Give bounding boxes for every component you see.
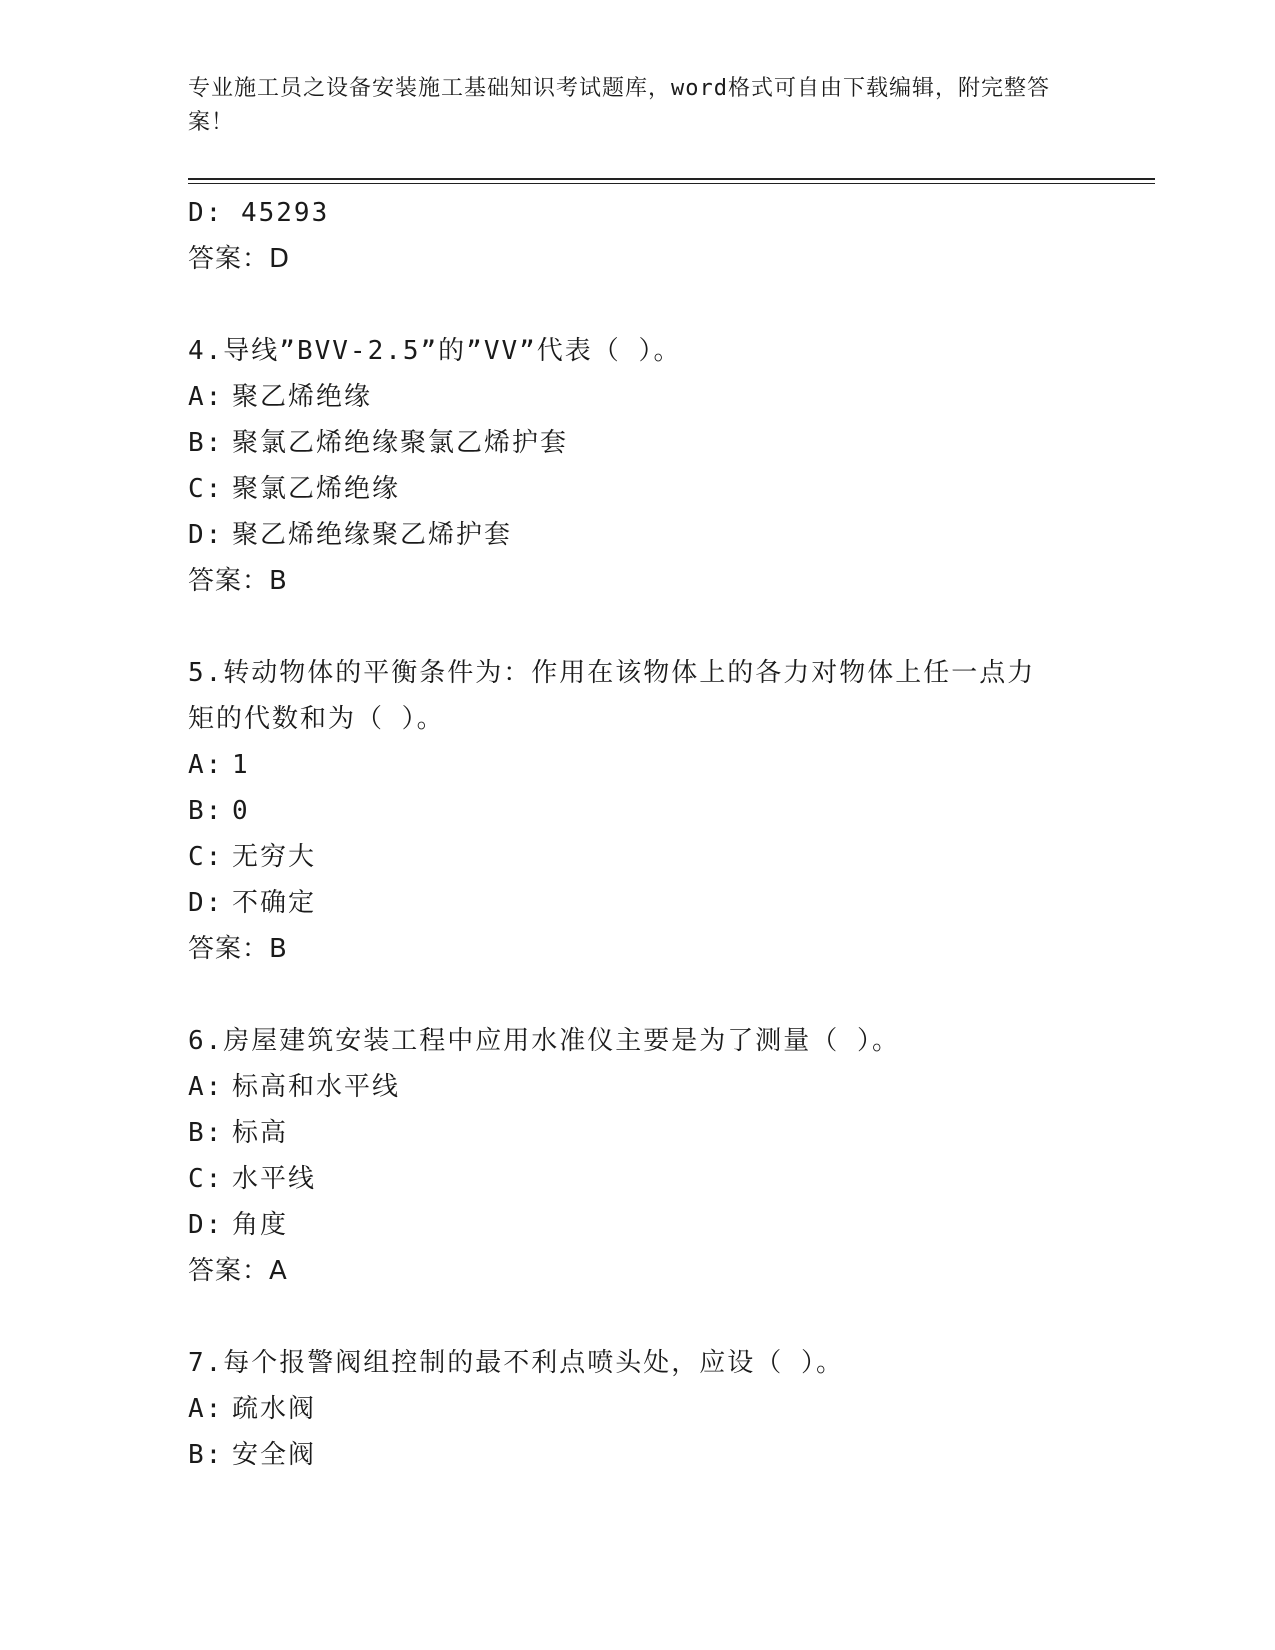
option-key: C: xyxy=(188,842,224,872)
option-key: B: xyxy=(188,1440,224,1470)
q4-question: 4.导线”BVV-2.5”的”VV”代表（ ）。 xyxy=(188,336,682,366)
option-text: 聚乙烯绝缘聚乙烯护套 xyxy=(232,520,513,550)
header-divider-thin xyxy=(188,183,1155,184)
option-key: C: xyxy=(188,474,224,504)
q7-option-b xyxy=(188,1432,1068,1478)
q6-option-b xyxy=(188,1110,1068,1156)
option-text: 标高和水平线 xyxy=(232,1072,401,1102)
q6-option-a xyxy=(188,1064,1068,1110)
spacer xyxy=(188,604,1068,650)
q7-option-a xyxy=(188,1386,1068,1432)
q6-option-c xyxy=(188,1156,1068,1202)
header-divider-thick xyxy=(188,178,1155,180)
q7-question: 7.每个报警阀组控制的最不利点喷头处，应设（ ）。 xyxy=(188,1348,844,1378)
question-content xyxy=(188,190,1068,1478)
option-key: A: xyxy=(188,1394,224,1424)
option-key: A: xyxy=(188,1072,224,1102)
option-key: B: xyxy=(188,1118,224,1148)
prev-option-d: D: 45293 xyxy=(188,198,330,228)
option-text: 标高 xyxy=(232,1118,289,1148)
q6-answer: 答案：A xyxy=(188,1256,288,1286)
q4-option-d xyxy=(188,512,1068,558)
option-key: D: xyxy=(188,520,224,550)
option-key: A: xyxy=(188,750,224,780)
option-key: D: xyxy=(188,888,224,918)
spacer xyxy=(188,1294,1068,1340)
option-text: 角度 xyxy=(232,1210,289,1240)
q5-option-a xyxy=(188,742,1068,788)
q5-option-b xyxy=(188,788,1068,834)
option-key: C: xyxy=(188,1164,224,1194)
q6-question: 6.房屋建筑安装工程中应用水准仪主要是为了测量（ ）。 xyxy=(188,1026,900,1056)
q5-answer: 答案：B xyxy=(188,934,288,964)
q5-question-line1: 5.转动物体的平衡条件为：作用在该物体上的各力对物体上任一点力 xyxy=(188,658,1036,688)
option-key: B: xyxy=(188,428,224,458)
q4-option-b xyxy=(188,420,1068,466)
prev-answer: 答案：D xyxy=(188,244,291,274)
option-text: 无穷大 xyxy=(232,842,317,872)
document-header xyxy=(188,72,1068,140)
option-text: 安全阀 xyxy=(232,1440,317,1470)
spacer xyxy=(188,282,1068,328)
option-text: 水平线 xyxy=(232,1164,317,1194)
q4-answer: 答案：B xyxy=(188,566,288,596)
q6-option-d xyxy=(188,1202,1068,1248)
option-text: 0 xyxy=(232,796,250,826)
q5-option-d xyxy=(188,880,1068,926)
option-text: 聚乙烯绝缘 xyxy=(232,382,373,412)
option-key: D: xyxy=(188,1210,224,1240)
option-text: 疏水阀 xyxy=(232,1394,317,1424)
q5-question-line2: 矩的代数和为（ ）。 xyxy=(188,704,445,734)
q4-option-c xyxy=(188,466,1068,512)
option-text: 聚氯乙烯绝缘聚氯乙烯护套 xyxy=(232,428,569,458)
option-key: B: xyxy=(188,796,224,826)
option-text: 聚氯乙烯绝缘 xyxy=(232,474,401,504)
option-key: A: xyxy=(188,382,224,412)
q5-option-c xyxy=(188,834,1068,880)
header-text: 专业施工员之设备安装施工基础知识考试题库，word格式可自由下载编辑，附完整答案！ xyxy=(188,76,1050,135)
option-text: 不确定 xyxy=(232,888,317,918)
option-text: 1 xyxy=(232,750,250,780)
q4-option-a xyxy=(188,374,1068,420)
spacer xyxy=(188,972,1068,1018)
